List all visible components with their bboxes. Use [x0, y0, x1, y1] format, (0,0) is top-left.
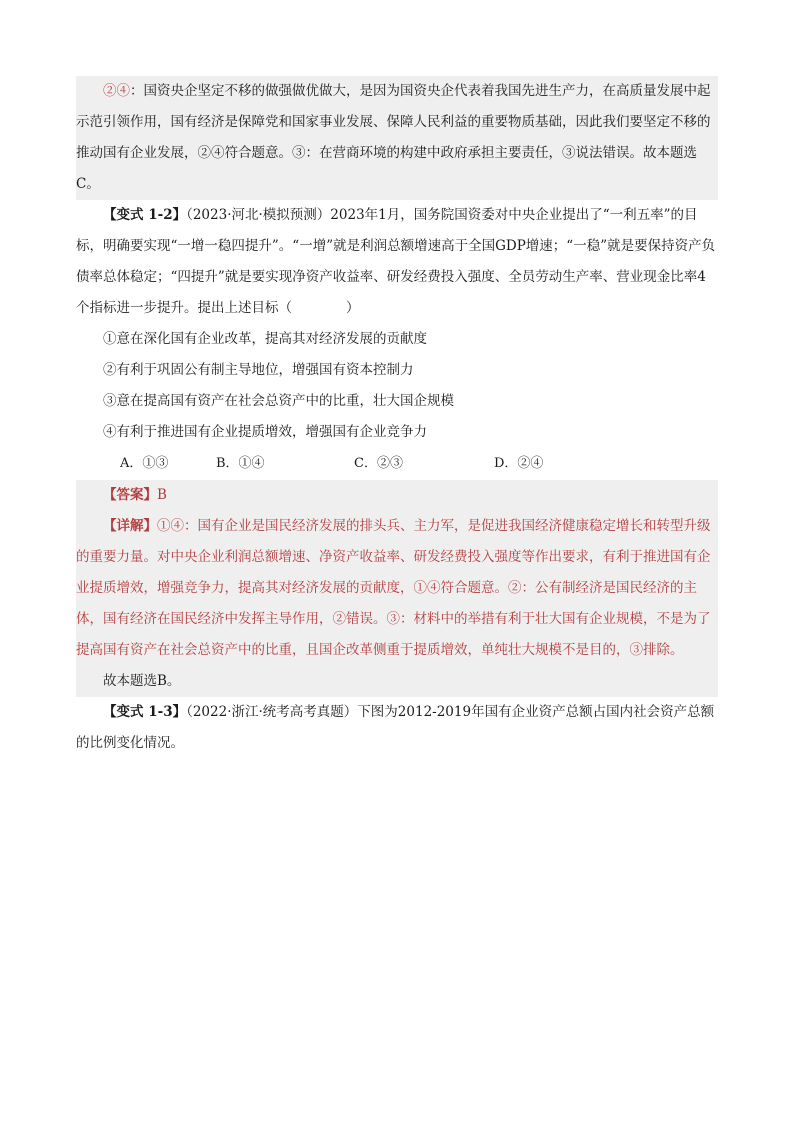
answer-block — [76, 480, 718, 697]
question-1-3 — [76, 697, 718, 759]
choice-row — [76, 448, 718, 480]
answer-tag: 【答案】 — [103, 487, 157, 503]
choice-d: D．②④ — [494, 456, 544, 471]
question-stem — [76, 697, 718, 759]
option-2: ②有利于巩固公有制主导地位，增强国有资本控制力 — [103, 362, 414, 378]
choice-a: A．①③ — [120, 456, 169, 471]
explanation-paragraph — [76, 76, 718, 200]
question-stem-text: 下图为2012-2019年国有企业资产总额占国内社会资产总额的比例变化情况。 — [76, 704, 715, 751]
choice-c: C．②③ — [354, 456, 403, 471]
question-tag: 【变式 1-2】 — [103, 207, 187, 223]
answer-value: B — [157, 487, 167, 503]
option-3: ③意在提高国有资产在社会总资产中的比重，壮大国企规模 — [103, 393, 454, 409]
choice-b: B．①④ — [216, 456, 265, 471]
question-source: （2022·浙江·统考高考真题） — [186, 704, 358, 720]
explanation-prefix: ②④ — [103, 83, 130, 99]
option-4: ④有利于推进国有企业提质增效，增强国有企业竞争力 — [103, 424, 427, 440]
question-tag: 【变式 1-3】 — [103, 704, 187, 720]
conclusion: 故本题选B。 — [103, 673, 181, 689]
detail-tag: 【详解】 — [103, 518, 157, 534]
question-stem-text: 2023年1月，国务院国资委对中央企业提出了“一利五率”的目标，明确要实现“一增一稳四提升”。“一增”就是利润总额增速高于全国GDP增速；“一稳”就是要保持资产负债率总体稳定；“四提升”就是要实现净资产收益率、研发经费投入强度、全员劳动生产率、营业现金比率4个指标进一步提升。提出上述目标（ ） — [76, 207, 716, 316]
answer-line — [76, 480, 718, 511]
explanation-block-1 — [76, 76, 718, 200]
detail-paragraph — [76, 511, 718, 666]
document-content — [76, 76, 718, 759]
explanation-text: ：国资央企坚定不移的做强做优做大，是因为国资央企代表着我国先进生产力，在高质量发展中起示范引领作用，国有经济是保障党和国家事业发展、保障人民利益的重要物质基础，因此我们要坚定不移的推动国有企业发展，②④符合题意。③：在营商环境的构建中政府承担主要责任，③说法错误。故本题选C。 — [76, 83, 711, 192]
option-1: ①意在深化国有企业改革，提高其对经济发展的贡献度 — [103, 331, 427, 347]
question-stem — [76, 200, 718, 324]
question-source: （2023·河北·模拟预测） — [186, 207, 331, 223]
question-1-2 — [76, 200, 718, 480]
detail-text: ①④：国有企业是国民经济发展的排头兵、主力军，是促进我国经济健康稳定增长和转型升级的重要力量。对中央企业利润总额增速、净资产收益率、研发经费投入强度等作出要求，有利于推进国有企业提质增效，增强竞争力，提高其对经济发展的贡献度，①④符合题意。②：公有制经济是国民经济的主体，国有经济在国民经济中发挥主导作用，②错误。③：材料中的举措有利于壮大国有企业规模，不是为了提高国有资产在社会总资产中的比重，且国企改革侧重于提质增效，单纯壮大规模不是目的，③排除。 — [76, 518, 711, 658]
